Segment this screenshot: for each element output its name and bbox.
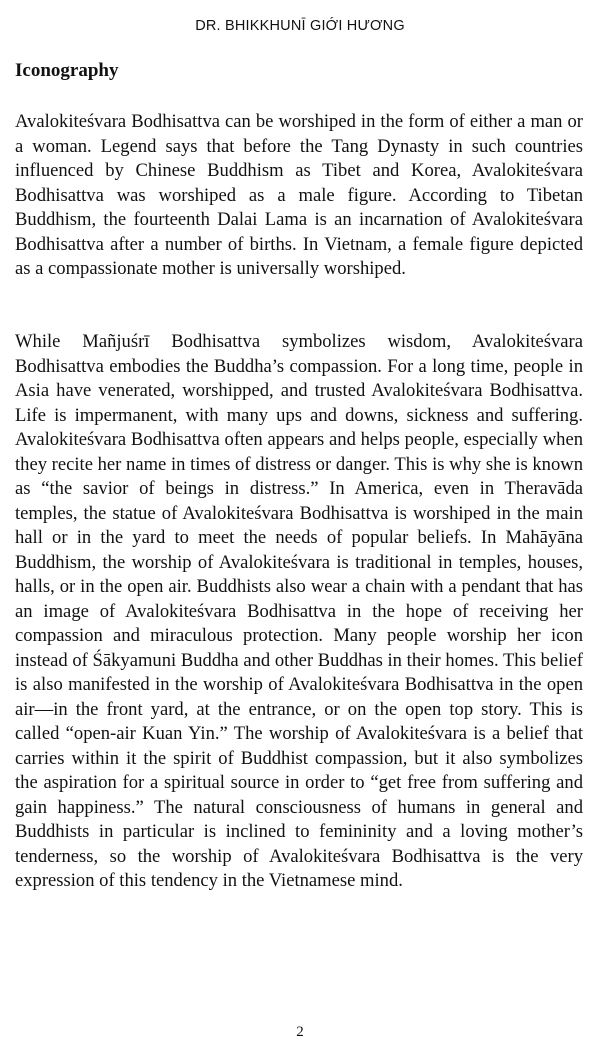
section-heading: Iconography: [15, 60, 119, 81]
paragraph-1: Avalokiteśvara Bodhisattva can be worshiped in the form of either a man or a woman. Legend says that before the Tang Dynasty in such countries influenced by Chinese Buddhism as Tibet and Korea, Avalokiteśvara Bodhisattva was worshiped as a male figure. According to Tibetan Buddhism, the fourteenth Dalai Lama is an incarnation of Avalokiteśvara Bodhisattva after a number of births. In Vietnam, a female figure depicted as a compassionate mother is universally worshiped.: [15, 111, 583, 279]
paragraph-2: While Mañjuśrī Bodhisattva symbolizes wisdom, Avalokiteśvara Bodhisattva embodies the Buddha’s compassion. For a long time, people in Asia have venerated, worshipped, and trusted Avalokiteśvara Bodhisattva. Life is impermanent, with many ups and downs, sickness and suffering. Avalokiteśvara Bodhisattva often appears and helps people, especially when they recite her name in times of distress or danger. This is why she is known as “the savior of beings in distress.” In America, even in Theravāda temples, the statue of Avalokiteśvara Bodhisattva is worshiped in the main hall or in the yard to meet the needs of popular beliefs. In Mahāyāna Buddhism, the worship of Avalokiteśvara is traditional in temples, houses, halls, or in the open air. Buddhists also wear a chain with a pendant that has an image of Avalokiteśvara Bodhisattva in the hope of receiving her compassion and miraculous protection. Many people worship her icon instead of Śākyamuni Buddha and other Buddhas in their homes. This belief is also manifested in the worship of Avalokiteśvara Bodhisattva in the open air—in the front yard, at the entrance, or on the open top story. This is called “open-air Kuan Yin.” The worship of Avalokiteśvara is a belief that carries within it the spirit of Buddhist compassion, but it also symbolizes the aspiration for a spiritual source in order to “get free from suffering and gain happiness.” The natural consciousness of humans in general and Buddhists in particular is inclined to femininity and a loving mother’s tenderness, so the worship of Avalokiteśvara Bodhisattva is the very expression of this tendency in the Vietnamese mind.: [15, 331, 583, 891]
running-head: DR. BHIKKHUNĪ GIỚI HƯƠNG: [195, 18, 405, 34]
page-number: 2: [296, 1024, 304, 1040]
